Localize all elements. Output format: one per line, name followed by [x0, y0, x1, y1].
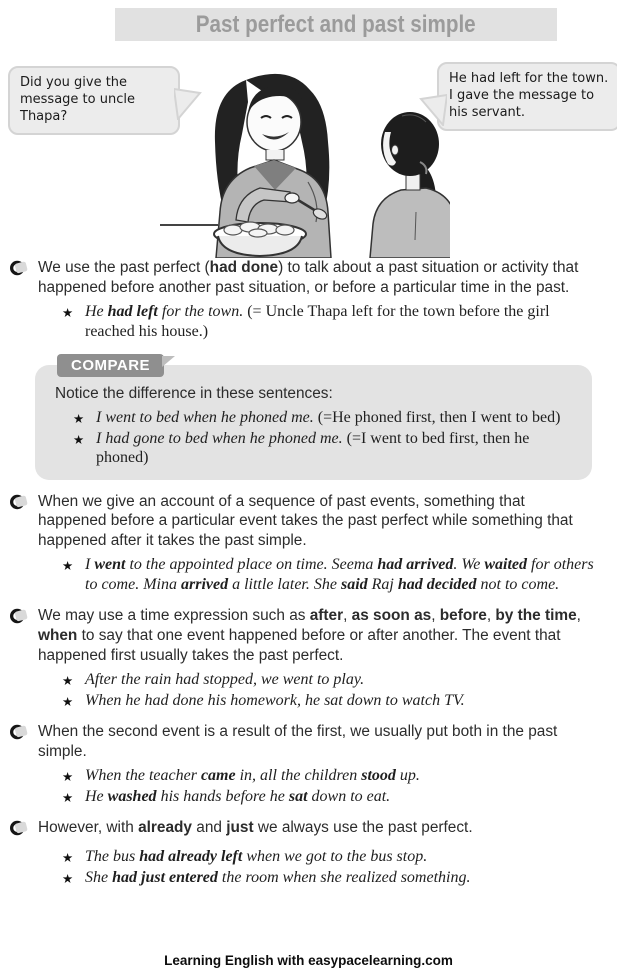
- star-bullet-icon: ★: [62, 306, 74, 321]
- page-title: Past perfect and past simple: [196, 10, 476, 38]
- cycle-bullet-icon: [10, 818, 38, 842]
- example-row: [62, 555, 599, 594]
- star-bullet-icon: ★: [62, 790, 74, 805]
- rule-text: However, with already and just we always use the past perfect.: [38, 819, 473, 837]
- compare-box: [35, 357, 592, 480]
- example-sentence: When the teacher came in, all the children stood up.: [85, 767, 420, 785]
- rule-text: We use the past perfect (had done) to talk about a past situation or activity that happened before another past situation, or before a particular time in the past.: [38, 259, 579, 296]
- star-bullet-icon: ★: [62, 770, 74, 785]
- compare-badge-label: COMPARE: [71, 357, 151, 375]
- rule-text: We may use a time expression such as after, as soon as, before, by the time, when to say that one event happened before or after another. The event that happened first usually takes the past perfect.: [38, 607, 581, 664]
- example-sentence: After the rain had stopped, we went to play.: [85, 671, 365, 689]
- rule-text: When the second event is a result of the first, we usually put both in the past simple.: [38, 723, 558, 760]
- grammar-rule-section: [0, 258, 617, 480]
- cycle-bullet-icon: [10, 606, 38, 665]
- example-sentence: He had left for the town. (= Uncle Thapa left for the town before the girl reached his house.): [85, 303, 550, 340]
- bubble-tail-left: [174, 88, 202, 120]
- example-row: [62, 302, 599, 341]
- example-sentence: I had gone to bed when he phoned me. (=I went to bed first, then he phoned): [96, 429, 530, 467]
- right-woman-figure: [370, 112, 450, 258]
- example-row: [62, 868, 599, 888]
- example-sentence: I went to the appointed place on time. Seema had arrived. We waited for others to come. Mina arrived a little later. She said Raj had decided not to come.: [85, 556, 594, 593]
- page-title-bar: [115, 8, 557, 41]
- cycle-bullet-icon: [10, 258, 38, 297]
- speech-bubble-right: [437, 62, 617, 131]
- example-row: [62, 847, 599, 867]
- example-sentence: He washed his hands before he sat down to eat.: [85, 787, 391, 805]
- star-bullet-icon: ★: [62, 851, 74, 866]
- speech-bubble-left: [8, 66, 180, 135]
- example-row: [62, 766, 599, 786]
- example-row: [73, 408, 570, 428]
- compare-intro-text: Notice the difference in these sentences:: [55, 385, 333, 403]
- bubble-tail-right: [419, 94, 447, 126]
- rules-content: [0, 258, 617, 887]
- example-row: [62, 691, 599, 711]
- star-bullet-icon: ★: [73, 412, 85, 427]
- grammar-rule-section: [0, 492, 617, 595]
- grammar-rule-section: [0, 722, 617, 806]
- example-row: [62, 670, 599, 690]
- star-bullet-icon: ★: [62, 694, 74, 709]
- badge-fold-decoration: [162, 356, 175, 367]
- example-row: [73, 429, 570, 468]
- star-bullet-icon: ★: [62, 674, 74, 689]
- grammar-rule-section: [0, 606, 617, 710]
- star-bullet-icon: ★: [62, 871, 74, 886]
- illustration-scene: [0, 48, 617, 260]
- rule-text: When we give an account of a sequence of past events, something that happened before a particular event takes the past perfect while something that happened after it takes the past simple.: [38, 492, 573, 549]
- example-sentence: When he had done his homework, he sat down to watch TV.: [85, 691, 465, 709]
- example-sentence: I went to bed when he phoned me. (=He phoned first, then I went to bed): [96, 409, 561, 427]
- grammar-rule-section: [0, 818, 617, 887]
- footer-credit: Learning English with easypacelearning.com: [164, 953, 453, 968]
- speech-bubble-right-text: He had left for the town. I gave the message to his servant.: [449, 71, 609, 120]
- star-bullet-icon: ★: [62, 559, 74, 574]
- star-bullet-icon: ★: [73, 432, 85, 447]
- example-sentence: She had just entered the room when she realized something.: [85, 868, 471, 886]
- example-row: [62, 787, 599, 807]
- example-sentence: The bus had already left when we got to the bus stop.: [85, 848, 428, 866]
- cycle-bullet-icon: [10, 492, 38, 551]
- cycle-bullet-icon: [10, 722, 38, 761]
- compare-badge: [57, 354, 164, 377]
- speech-bubble-left-text: Did you give the message to uncle Thapa?: [20, 75, 135, 124]
